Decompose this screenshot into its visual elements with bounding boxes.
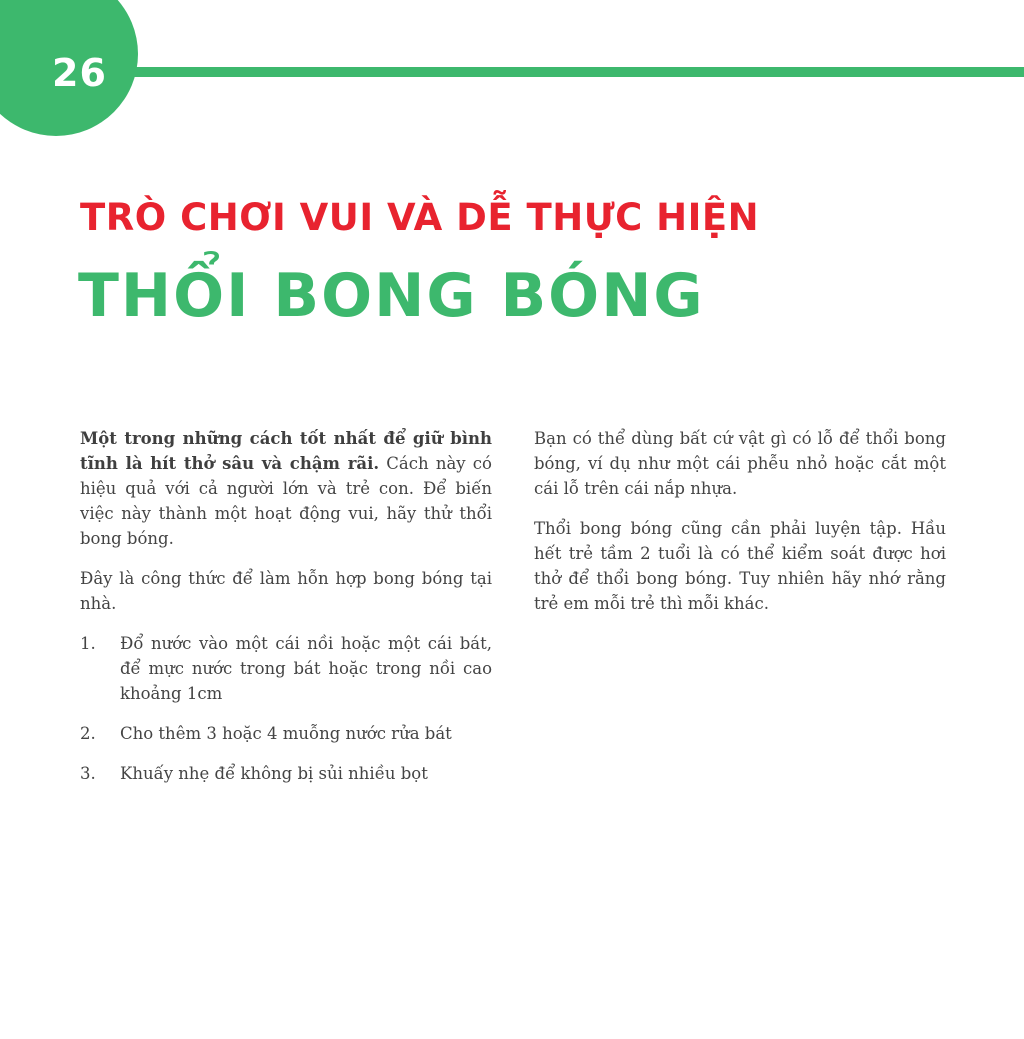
step-number: 1. xyxy=(80,634,96,653)
step-number: 2. xyxy=(80,724,96,743)
step-text: Cho thêm 3 hoặc 4 muỗng nước rửa bát xyxy=(120,724,452,743)
left-column xyxy=(80,426,492,801)
right-column xyxy=(534,426,946,631)
recipe-step xyxy=(80,721,492,746)
header-rule xyxy=(130,67,1024,77)
step-text: Đổ nước vào một cái nồi hoặc một cái bát, để mực nước trong bát hoặc trong nồi cao khoảng 1cm xyxy=(120,634,492,703)
page-number: 26 xyxy=(52,51,107,95)
step-number: 3. xyxy=(80,764,96,783)
practice-paragraph: Thổi bong bóng cũng cần phải luyện tập. Hầu hết trẻ tầm 2 tuổi là có thể kiểm soát được hơi thở để thổi bong bóng. Tuy nhiên hãy nhớ rằng trẻ em mỗi trẻ thì mỗi khác. xyxy=(534,519,946,613)
section-kicker: TRÒ CHƠI VUI VÀ DỄ THỰC HIỆN xyxy=(80,196,760,239)
recipe-step xyxy=(80,761,492,786)
tools-paragraph: Bạn có thể dùng bất cứ vật gì có lỗ để thổi bong bóng, ví dụ như một cái phễu nhỏ hoặc cắt một cái lỗ trên cái nắp nhựa. xyxy=(534,429,946,498)
page-title: THỔI BONG BÓNG xyxy=(78,261,705,331)
recipe-step xyxy=(80,631,492,706)
recipe-intro-paragraph: Đây là công thức để làm hỗn hợp bong bóng tại nhà. xyxy=(80,569,492,613)
intro-bold-text: Một trong những cách tốt nhất để giữ bình tĩnh là hít thở sâu và chậm rãi. xyxy=(80,429,492,473)
intro-paragraph xyxy=(80,426,492,551)
intro-text: Cách này có hiệu quả với cả người lớn và trẻ con. Để biến việc này thành một hoạt động vui, hãy thử thổi bong bóng. xyxy=(80,454,492,548)
recipe-steps-list xyxy=(80,631,492,786)
step-text: Khuấy nhẹ để không bị sủi nhiều bọt xyxy=(120,764,428,783)
